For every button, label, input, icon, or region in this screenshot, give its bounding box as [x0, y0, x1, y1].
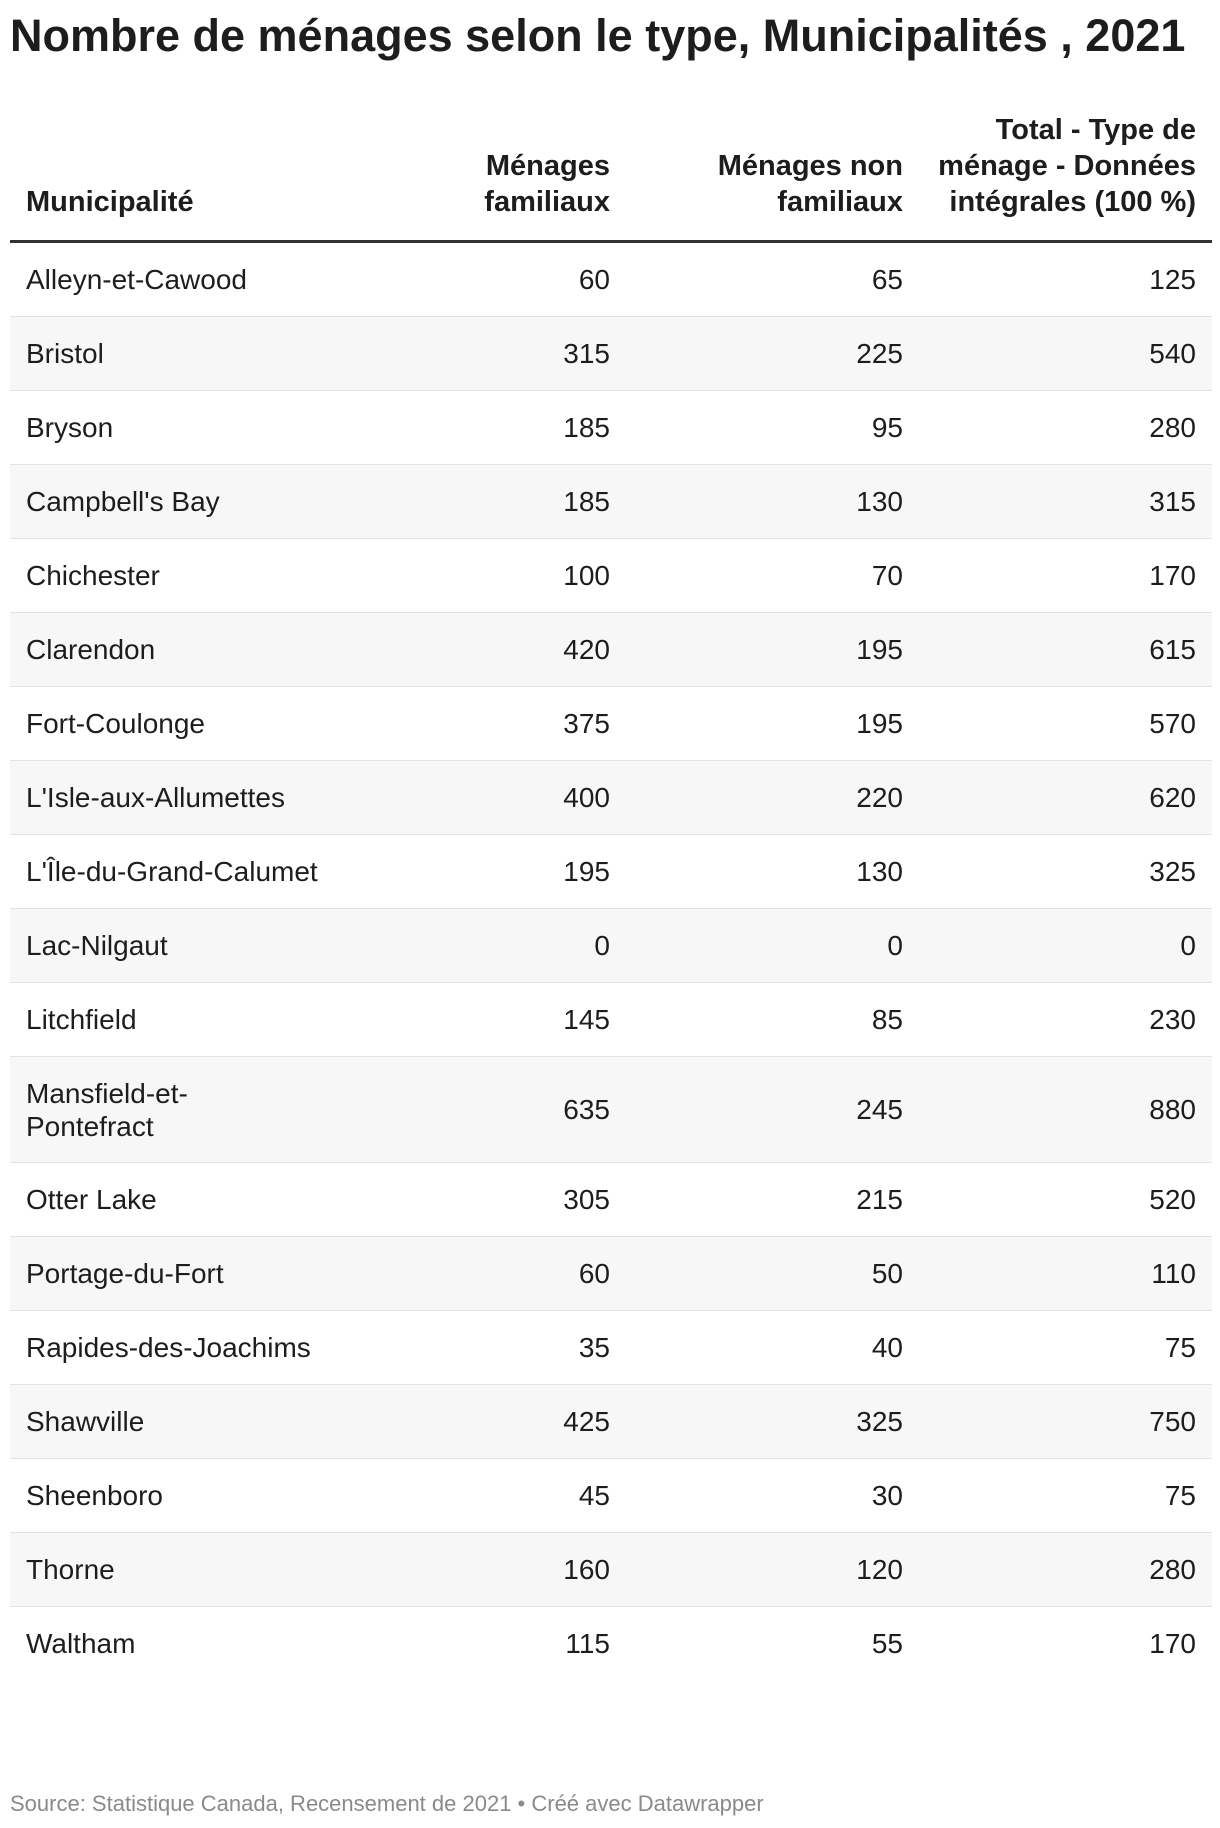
table-row: [10, 539, 1212, 613]
table-row: [10, 242, 1212, 317]
cell-total: 520: [919, 1163, 1212, 1237]
cell-menages-non-familiaux: 325: [626, 1385, 919, 1459]
cell-menages-non-familiaux: 245: [626, 1057, 919, 1163]
cell-municipalite: Clarendon: [10, 613, 387, 687]
cell-total: 280: [919, 1533, 1212, 1607]
cell-municipalite: Campbell's Bay: [10, 465, 387, 539]
cell-total: 110: [919, 1237, 1212, 1311]
table-row: [10, 613, 1212, 687]
cell-menages-non-familiaux: 30: [626, 1459, 919, 1533]
table-row: [10, 391, 1212, 465]
cell-total: 0: [919, 909, 1212, 983]
cell-menages-familiaux: 400: [387, 761, 626, 835]
cell-menages-familiaux: 425: [387, 1385, 626, 1459]
cell-menages-non-familiaux: 220: [626, 761, 919, 835]
cell-total: 315: [919, 465, 1212, 539]
cell-municipalite: Shawville: [10, 1385, 387, 1459]
table-row: [10, 983, 1212, 1057]
cell-menages-non-familiaux: 130: [626, 835, 919, 909]
cell-menages-familiaux: 195: [387, 835, 626, 909]
cell-menages-non-familiaux: 70: [626, 539, 919, 613]
cell-menages-familiaux: 185: [387, 465, 626, 539]
cell-menages-familiaux: 115: [565, 1628, 610, 1659]
cell-menages-familiaux: 375: [387, 687, 626, 761]
cell-total: 125: [919, 242, 1212, 317]
column-header-total[interactable]: Total - Type de ménage - Données intégrales (100 %): [919, 112, 1212, 242]
table-row: [10, 1237, 1212, 1311]
column-header-menages-non-familiaux[interactable]: Ménages non familiaux: [626, 112, 919, 242]
cell-menages-familiaux: 0: [387, 909, 626, 983]
cell-total: 570: [919, 687, 1212, 761]
cell-menages-non-familiaux: 130: [626, 465, 919, 539]
header-row: [10, 112, 1212, 242]
cell-municipalite: Rapides-des-Joachims: [10, 1311, 387, 1385]
cell-menages-non-familiaux: 40: [626, 1311, 919, 1385]
cell-total: 280: [919, 391, 1212, 465]
cell-menages-non-familiaux: 50: [626, 1237, 919, 1311]
table-row: [10, 687, 1212, 761]
cell-total: 170: [919, 539, 1212, 613]
cell-menages-familiaux: 35: [387, 1311, 626, 1385]
column-header-menages-familiaux[interactable]: Ménages familiaux: [387, 112, 626, 242]
cell-menages-familiaux: 315: [387, 317, 626, 391]
table-row: [10, 1057, 1212, 1163]
cell-menages-non-familiaux: 225: [626, 317, 919, 391]
cell-menages-familiaux: 635: [387, 1057, 626, 1163]
cell-total: 170: [1149, 1628, 1196, 1659]
cell-total: 620: [919, 761, 1212, 835]
cell-municipalite: Lac-Nilgaut: [10, 909, 387, 983]
cell-total: 750: [919, 1385, 1212, 1459]
source-footer: Source: Statistique Canada, Recensement de 2021 • Créé avec Datawrapper: [10, 1791, 764, 1816]
table-row: [10, 1385, 1212, 1459]
cell-municipalite: Bristol: [10, 317, 387, 391]
table-row: [10, 761, 1212, 835]
cell-menages-familiaux: 160: [387, 1533, 626, 1607]
table-row: [10, 317, 1212, 391]
cell-menages-non-familiaux: 65: [626, 242, 919, 317]
cell-menages-familiaux: 100: [387, 539, 626, 613]
column-header-municipalite[interactable]: Municipalité: [10, 112, 387, 242]
cell-total: 540: [919, 317, 1212, 391]
cell-municipalite: Alleyn-et-Cawood: [10, 242, 387, 317]
table-header: [10, 112, 1212, 242]
cell-municipalite: L'Île-du-Grand-Calumet: [10, 835, 387, 909]
table-row: [10, 1311, 1212, 1385]
cell-municipalite: Otter Lake: [10, 1163, 387, 1237]
cell-municipalite: Sheenboro: [10, 1459, 387, 1533]
table-row: [10, 1607, 1212, 1681]
table-row: [10, 1459, 1212, 1533]
cell-menages-non-familiaux: 95: [626, 391, 919, 465]
cell-menages-familiaux: 145: [387, 983, 626, 1057]
data-table: [10, 112, 1212, 1680]
cell-total: 880: [919, 1057, 1212, 1163]
chart-title: Nombre de ménages selon le type, Municipalités , 2021: [10, 10, 1186, 61]
cell-menages-non-familiaux: 55: [871, 1628, 903, 1659]
cell-menages-non-familiaux: 120: [626, 1533, 919, 1607]
cell-municipalite: Chichester: [10, 539, 387, 613]
cell-menages-familiaux: 185: [387, 391, 626, 465]
cell-total: 325: [919, 835, 1212, 909]
cell-municipalite: Portage-du-Fort: [10, 1237, 387, 1311]
table-row: [10, 1533, 1212, 1607]
cell-total: 75: [919, 1459, 1212, 1533]
cell-menages-non-familiaux: 195: [626, 613, 919, 687]
cell-municipalite: Mansfield-et-Pontefract: [10, 1057, 387, 1163]
cell-municipalite: Fort-Coulonge: [10, 687, 387, 761]
cell-menages-familiaux: 60: [387, 1237, 626, 1311]
cell-menages-non-familiaux: 0: [626, 909, 919, 983]
cell-menages-non-familiaux: 195: [626, 687, 919, 761]
cell-menages-non-familiaux: 85: [626, 983, 919, 1057]
table-row: [10, 1163, 1212, 1237]
cell-menages-familiaux: 420: [387, 613, 626, 687]
table-body: [10, 242, 1212, 1681]
cell-menages-familiaux: 305: [387, 1163, 626, 1237]
cell-total: 75: [919, 1311, 1212, 1385]
cell-municipalite: Thorne: [10, 1533, 387, 1607]
cell-municipalite: Waltham: [26, 1628, 136, 1659]
cell-municipalite: Litchfield: [10, 983, 387, 1057]
cell-total: 230: [919, 983, 1212, 1057]
cell-total: 615: [919, 613, 1212, 687]
cell-menages-familiaux: 45: [387, 1459, 626, 1533]
cell-municipalite: L'Isle-aux-Allumettes: [10, 761, 387, 835]
cell-menages-non-familiaux: 215: [626, 1163, 919, 1237]
cell-menages-familiaux: 60: [387, 242, 626, 317]
cell-municipalite: Bryson: [10, 391, 387, 465]
table-row: [10, 465, 1212, 539]
table-row: [10, 835, 1212, 909]
table-row: [10, 909, 1212, 983]
